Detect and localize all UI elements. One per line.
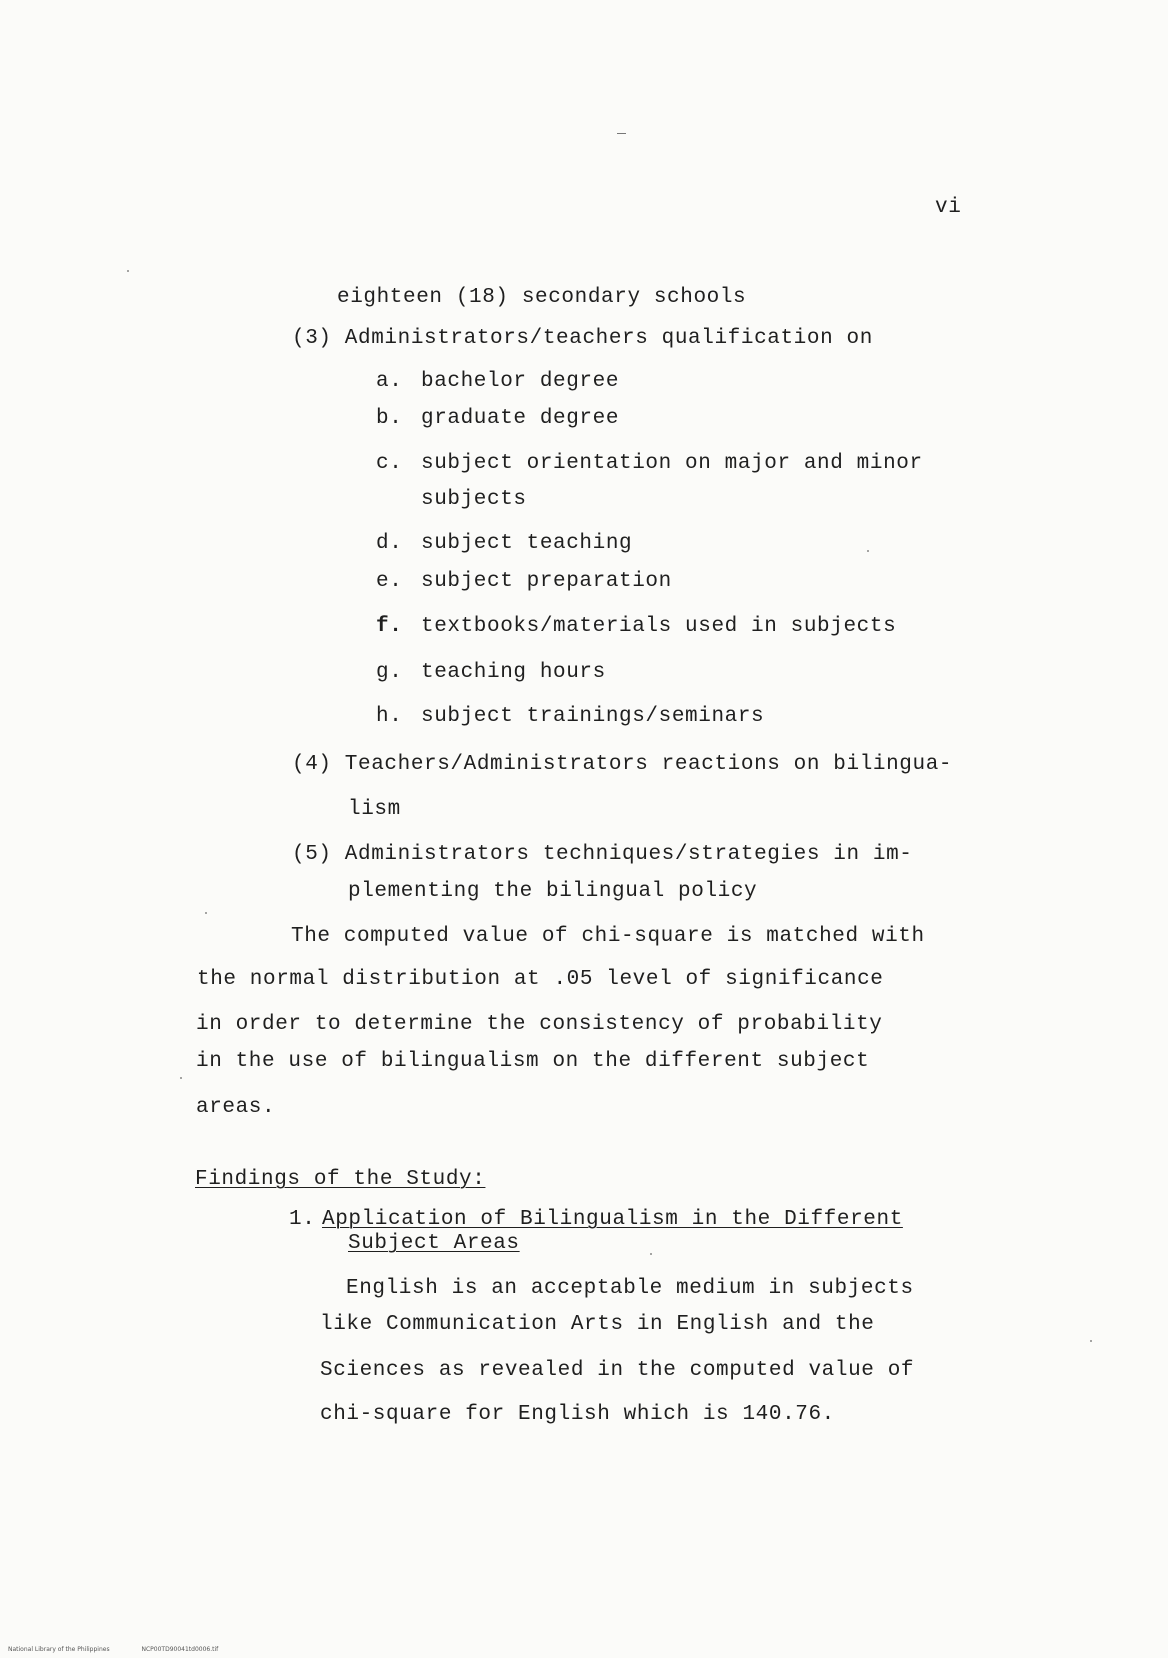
sub-item-g-letter: g. — [376, 661, 403, 684]
finding-subheading: Application of Bilingualism in the Different — [322, 1208, 903, 1231]
paragraph-line: in the use of bilingualism on the different subject — [196, 1050, 870, 1073]
paragraph-line: the normal distribution at .05 level of significance — [197, 968, 884, 991]
speck — [650, 1253, 652, 1255]
sub-item-c-letter: c. — [376, 452, 403, 475]
list-item-5-cont: plementing the bilingual policy — [348, 880, 758, 903]
paragraph-line: in order to determine the consistency of probability — [196, 1013, 883, 1036]
sub-item-d-letter: d. — [376, 532, 403, 555]
sub-item-h-text: subject trainings/seminars — [421, 705, 765, 728]
paragraph-line: areas. — [196, 1096, 276, 1119]
list-item-4: (4) Teachers/Administrators reactions on bilingua- — [292, 753, 953, 776]
list-item-5: (5) Administrators techniques/strategies in im- — [292, 843, 913, 866]
sub-item-b-letter: b. — [376, 407, 403, 430]
speck — [127, 270, 129, 272]
speck — [180, 1077, 182, 1079]
sub-item-c-text-cont: subjects — [421, 488, 527, 511]
list-item-3: (3) Administrators/teachers qualification on — [292, 327, 873, 350]
sub-item-a-letter: a. — [376, 370, 403, 393]
page-number: vi — [935, 196, 962, 219]
finding-line: chi-square for English which is 140.76. — [320, 1403, 835, 1426]
finding-line: English is an acceptable medium in subjects — [346, 1277, 914, 1300]
speck — [1090, 1340, 1092, 1342]
finding-line: Sciences as revealed in the computed value of — [320, 1359, 915, 1382]
sub-item-f-text: textbooks/materials used in subjects — [421, 615, 897, 638]
list-item-4-cont: lism — [348, 798, 401, 821]
finding-line: like Communication Arts in English and the — [320, 1313, 875, 1336]
speck — [867, 550, 869, 552]
paragraph-line: The computed value of chi-square is matched with — [291, 925, 925, 948]
sub-item-e-text: subject preparation — [421, 570, 672, 593]
sub-item-e-letter: e. — [376, 570, 403, 593]
sub-item-b-text: graduate degree — [421, 407, 620, 430]
findings-heading: Findings of the Study: — [195, 1168, 486, 1191]
sub-item-f-letter: f. — [376, 615, 403, 638]
continuation-line: eighteen (18) secondary schools — [337, 286, 747, 309]
stray-mark — [617, 133, 626, 134]
speck — [205, 912, 207, 914]
footer-file: NCP00TD90041td0006.tif — [141, 1646, 219, 1653]
finding-subheading-cont: Subject Areas — [348, 1232, 520, 1255]
sub-item-h-letter: h. — [376, 705, 403, 728]
finding-number: 1. — [289, 1208, 316, 1231]
sub-item-c-text: subject orientation on major and minor — [421, 452, 923, 475]
sub-item-d-text: subject teaching — [421, 532, 633, 555]
footer-library: National Library of the Philippines — [8, 1646, 110, 1653]
sub-item-a-text: bachelor degree — [421, 370, 620, 393]
sub-item-g-text: teaching hours — [421, 661, 606, 684]
scan-footer — [8, 1646, 248, 1653]
